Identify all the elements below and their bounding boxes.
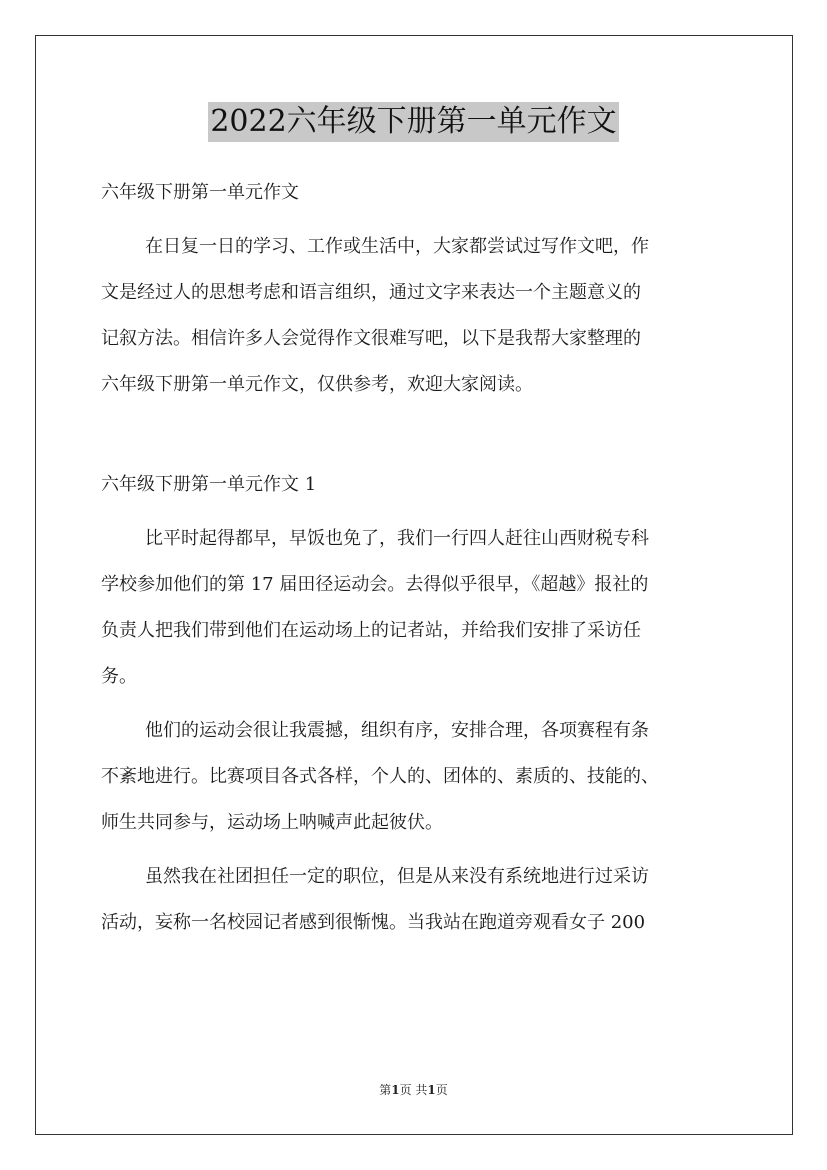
footer-page-number: 1 — [391, 1083, 400, 1097]
text-line: 他们的运动会很让我震撼，组织有序，安排合理，各项赛程有条 — [145, 720, 649, 741]
title-container — [0, 102, 827, 142]
footer-prefix: 第 — [379, 1083, 392, 1097]
footer-total-pages: 1 — [427, 1083, 436, 1097]
text-line: 在日复一日的学习、工作或生活中，大家都尝试过写作文吧，作 — [145, 236, 649, 257]
text-line: 虽然我在社团担任一定的职位，但是从来没有系统地进行过采访 — [145, 866, 649, 887]
text-line: 比平时起得都早，早饭也免了，我们一行四人赶往山西财税专科 — [145, 528, 649, 549]
text-line: 不紊地进行。比赛项目各式各样，个人的、团体的、素质的、技能的、 — [101, 766, 659, 787]
footer-suffix: 页 — [435, 1083, 448, 1097]
essay-paragraph — [101, 516, 727, 700]
footer-mid: 页 共 — [399, 1083, 428, 1097]
text-line: 六年级下册第一单元作文，仅供参考，欢迎大家阅读。 — [101, 374, 533, 395]
essay-paragraph — [101, 708, 727, 846]
text-line: 负责人把我们带到他们在运动场上的记者站，并给我们安排了采访任 — [101, 620, 641, 641]
intro-heading: 六年级下册第一单元作文 — [101, 182, 299, 203]
intro-paragraph — [101, 224, 727, 408]
text-line: 文是经过人的思想考虑和语言组织，通过文字来表达一个主题意义的 — [101, 282, 641, 303]
essay-heading: 六年级下册第一单元作文 1 — [101, 474, 317, 495]
document-body — [101, 170, 727, 946]
text-line: 记叙方法。相信许多人会觉得作文很难写吧，以下是我帮大家整理的 — [101, 328, 641, 349]
essay-paragraph — [101, 854, 727, 946]
text-line: 学校参加他们的第 17 届田径运动会。去得似乎很早，《超越》报社的 — [101, 574, 649, 595]
document-title: 2022六年级下册第一单元作文 — [208, 102, 618, 142]
text-line: 师生共同参与，运动场上呐喊声此起彼伏。 — [101, 812, 443, 833]
text-line: 活动，妄称一名校园记者感到很惭愧。当我站在跑道旁观看女子 200 — [101, 912, 646, 933]
page-footer — [0, 1082, 827, 1098]
text-line: 务。 — [101, 666, 137, 687]
